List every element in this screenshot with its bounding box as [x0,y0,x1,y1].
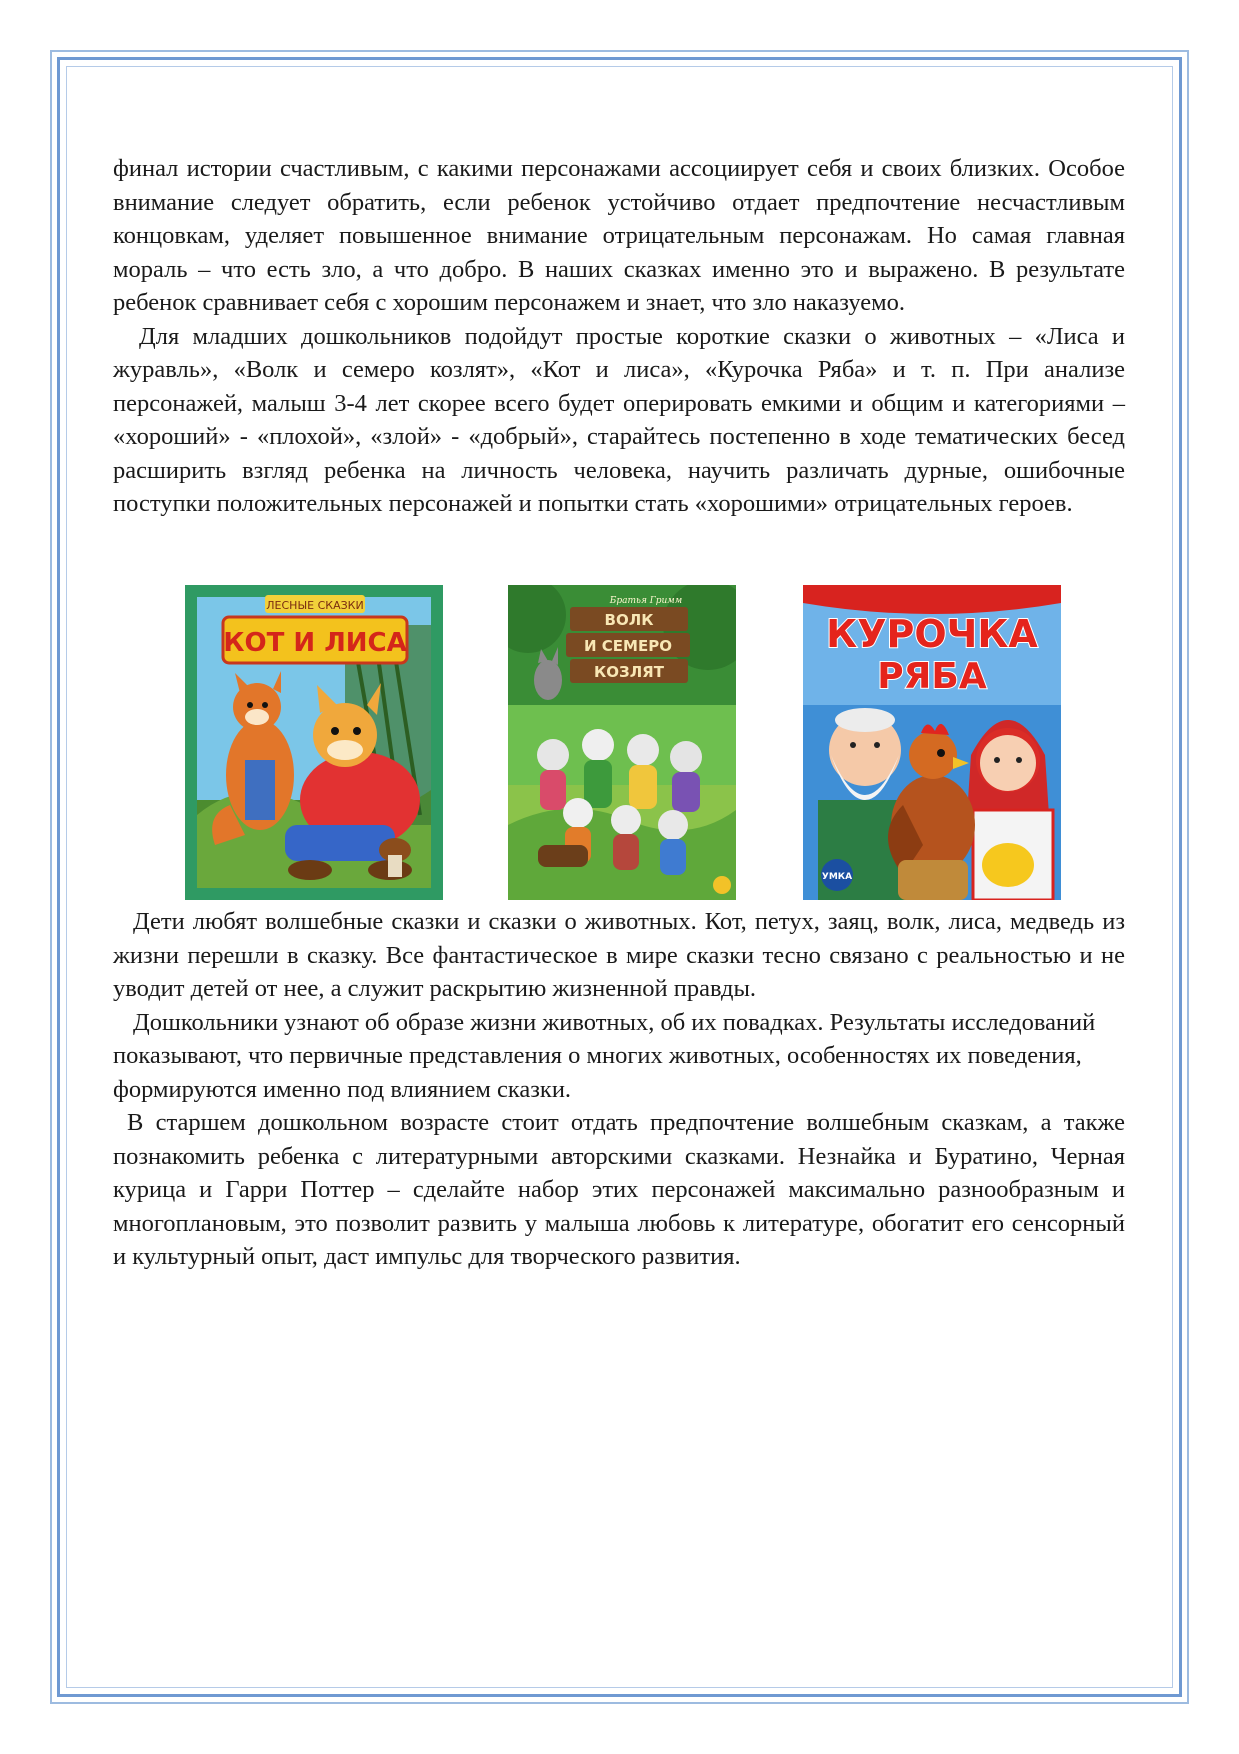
series-label: ЛЕСНЫЕ СКАЗКИ [266,599,364,612]
golden-egg [982,843,1034,887]
cover-title-line3: КОЗЛЯТ [594,663,664,681]
book-cover-illustration [185,585,443,900]
cover-title: КОТ И ЛИСА [223,628,407,658]
cover-title-line1: КУРОЧКА [826,612,1038,656]
paragraph: Дошкольники узнают об образе жизни животных, об их повадках. Результаты исследований показывают, что первичные представления о многих животных, особенностях их поведения, формируются именно под влиянием сказки. [113,1008,1096,1103]
cover-author: Братья Гримм [609,596,683,606]
text-block-bottom [113,905,1125,1274]
cover-title-line1: ВОЛК [604,611,654,629]
book-cover-kurochka-ryaba [803,585,1061,900]
cover-title-line2: РЯБА [877,656,987,697]
publisher-label: УМКА [821,872,853,882]
book-cover-illustration [803,585,1061,900]
text-block-top [113,152,1125,521]
book-cover-kot-i-lisa [185,585,443,900]
cover-title-line2: И СЕМЕРО [584,637,672,655]
paragraph: В старшем дошкольном возрасте стоит отдать предпочтение волшебным сказкам, а также познакомить ребенка с литературными авторскими сказками. Незнайка и Буратино, Черная курица и Гарри Поттер – сделайте набор этих персонажей максимально разнообразным и многоплановым, это позволит развить у малыша любовь к литературе, обогатит его сенсорный и культурный опыт, даст импульс для творческого развития. [113,1109,1125,1270]
book-cover-illustration [508,585,736,900]
paragraph: Дети любят волшебные сказки и сказки о животных. Кот, петух, заяц, волк, лиса, медведь из жизни перешли в сказку. Все фантастическое в мире сказки тесно связано с реальностью и не уводит детей от нее, а служит раскрытию жизненной правды. [113,908,1125,1002]
book-cover-volk-i-semero-kozlyat [508,585,736,900]
paragraph: финал истории счастливым, с какими персонажами ассоциирует себя и своих близких. Особое внимание следует обратить, если ребенок устойчиво отдает предпочтение несчастливым концовкам, уделяет повышенное внимание отрицательным персонажам. Но самая главная мораль – что есть зло, а что добро. В наших сказках именно это и выражено. В результате ребенок сравнивает себя с хорошим персонажем и знает, что зло наказуемо. [113,155,1125,316]
wolf-figure [534,660,562,700]
paragraph: Для младших дошкольников подойдут простые короткие сказки о животных – «Лиса и журавль», «Волк и семеро козлят», «Кот и лиса», «Курочка Ряба» и т. п. При анализе персонажей, малыш 3-4 лет скорее всего будет оперировать емкими и общим и категориями – «хороший» - «плохой», «злой» - «добрый», старайтесь постепенно в ходе тематических бесед расширить взгляд ребенка на личность человека, научить различать дурные, ошибочные поступки положительных персонажей и попытки стать «хорошими» отрицательных героев. [113,322,1125,517]
